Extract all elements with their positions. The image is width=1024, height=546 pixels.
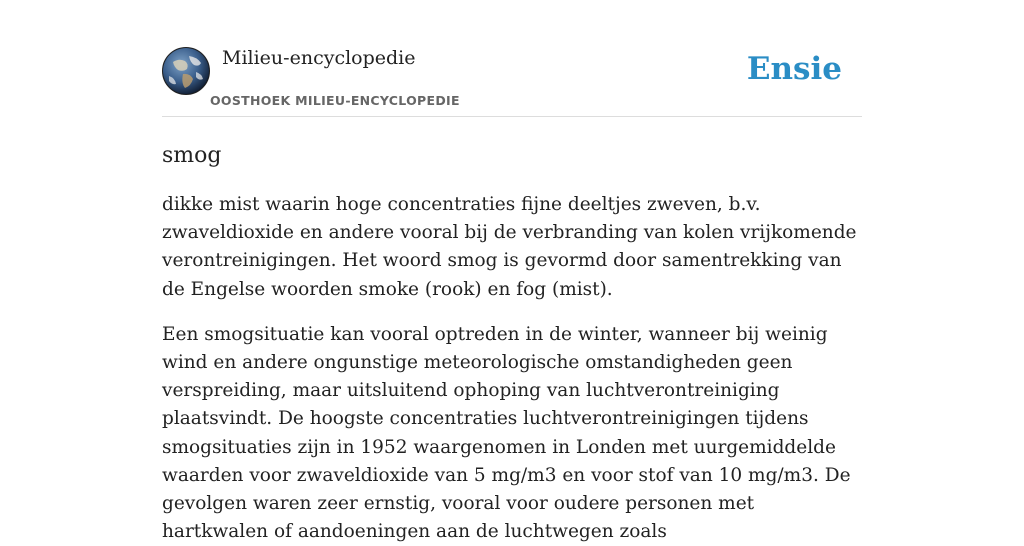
earth-globe-icon — [163, 48, 209, 94]
site-header — [162, 0, 862, 117]
entry-paragraph: Een smogsituatie kan vooral optreden in de winter, wanneer bij weinig wind en andere ongunstige meteorologische omstandigheden geen verspreiding, maar uitsluitend ophoping van luchtverontreiniging plaatsvindt. De hoogste concentraties luchtverontreinigingen tijdens smogsituaties zijn in 1952 waargenomen in Londen met uurgemiddelde waarden voor zwaveldioxide van 5 mg/m3 en voor stof van 10 mg/m3. De gevolgen waren zeer ernstig, vooral voor oudere personen met hartkwalen of aandoeningen aan de luchtwegen zoals — [162, 323, 851, 543]
brand-logo-link[interactable]: Ensie — [746, 51, 842, 87]
site-subtitle[interactable]: OOSTHOEK MILIEU-ENCYCLOPEDIE — [210, 93, 460, 108]
content-column — [162, 0, 862, 546]
entry-paragraph: dikke mist waarin hoge concentraties fijne deeltjes zweven, b.v. zwaveldioxide en andere vooral bij de verbranding van kolen vrijkomende verontreinigingen. Het woord smog is gevormd door samentrekking van de Engelse woorden smoke (rook) en fog (mist). — [162, 194, 857, 300]
site-logo[interactable] — [162, 47, 210, 95]
site-name[interactable]: Milieu-encyclopedie — [222, 47, 416, 69]
entry-title: smog — [162, 143, 222, 168]
